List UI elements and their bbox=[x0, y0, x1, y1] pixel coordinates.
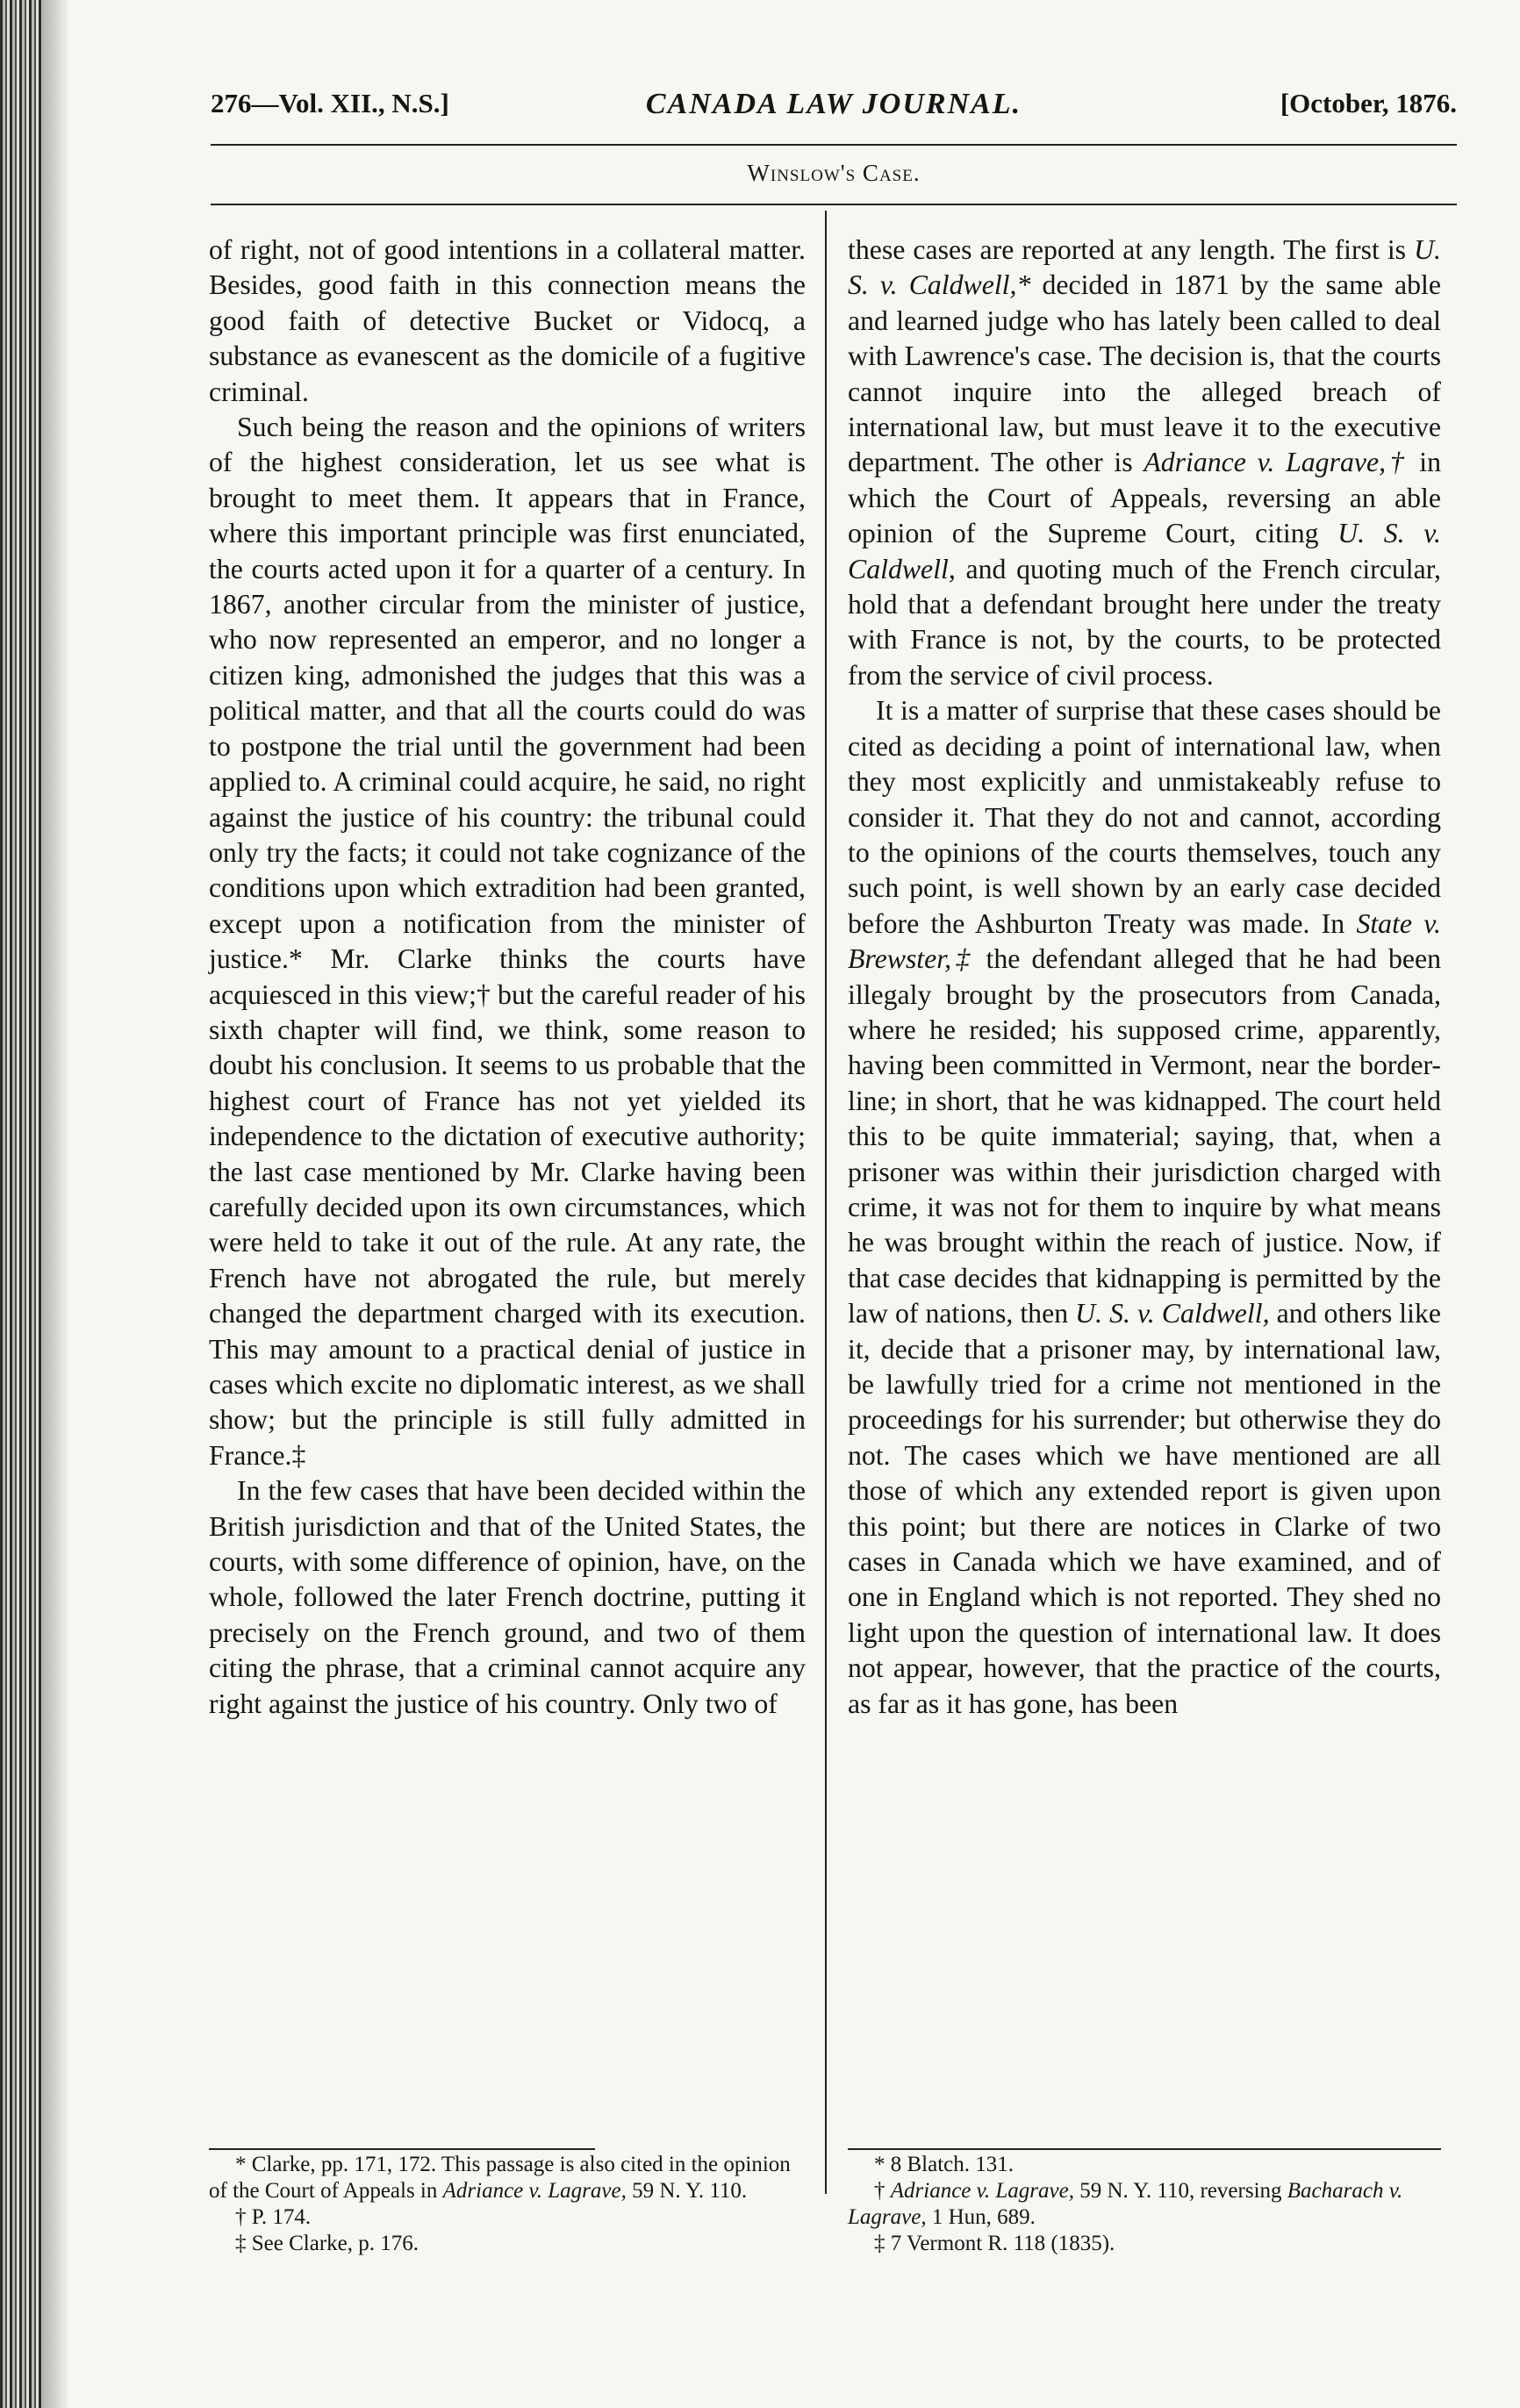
column-divider bbox=[825, 211, 827, 2194]
issue-date: [October, 1876. bbox=[1280, 88, 1457, 118]
paragraph: Such being the reason and the opinions of writers of the highest consideration, let us see what is brought to meet them. It appears that in France, where this important principle was first enunciated, the courts acted upon it for a quarter of a century. In 1867, another circular from the minister of justice, who now represented an emperor, and no longer a citizen king, admonished the judges that this was a political matter, and that all the courts could do was to postpone the trial until the government had been applied to. A criminal could acquire, he said, no right against the justice of his country: the tribunal could only try the facts; it could not take cognizance of the conditions upon which extradition had been granted, except upon a notification from the minister of justice.* Mr. Clarke thinks the courts have acquiesced in this view;† but the careful reader of his sixth chapter will find, we think, some reason to doubt his conclusion. It seems to us probable that the highest court of France has not yet yielded its independence to the dictation of executive authority; the last case mentioned by Mr. Clarke having been carefully decided upon its own circumstances, which were held to take it out of the rule. At any rate, the French have not abrogated the rule, but merely changed the department charged with its execution. This may amount to a practical denial of justice in cases which excite no diplomatic interest, as we shall show; but the principle is still fully admitted in France.‡ bbox=[209, 412, 806, 1471]
header-rule bbox=[211, 144, 1457, 146]
case-citation: U. S. v. Caldwell, bbox=[1075, 1298, 1270, 1329]
footnotes-right bbox=[848, 2152, 1441, 2257]
footnote-rule-right bbox=[848, 2148, 1441, 2150]
paragraph: these cases are reported at any length. The first is U. S. v. Caldwell,* decided in 1871 by the same able and learned judge who has lately been called to deal with Lawrence's case. The decision is, that the courts cannot inquire into the alleged breach of international law, but must leave it to the executive department. The other is Adriance v. Lagrave,† in which the Court of Appeals, reversing an able opinion of the Supreme Court, citing U. S. v. Caldwell, and quoting much of the French circular, hold that a defendant brought here under the treaty with France is not, by the courts, to be protected from the service of civil process. bbox=[848, 234, 1442, 691]
running-header bbox=[211, 88, 1457, 132]
left-column bbox=[209, 233, 806, 1722]
footnote: * 8 Blatch. 131. bbox=[874, 2153, 1015, 2176]
footnote: † Adriance v. Lagrave, 59 N. Y. 110, reversing Bacharach v. Lagrave, 1 Hun, 689. bbox=[848, 2179, 1403, 2229]
case-citation: Adriance v. Lagrave,† bbox=[1144, 447, 1409, 478]
footnote: ‡ See Clarke, p. 176. bbox=[235, 2232, 419, 2255]
footnote: † P. 174. bbox=[235, 2205, 312, 2229]
case-citation: State v. Brewster,‡ bbox=[848, 907, 1441, 975]
page-volume: 276—Vol. XII., N.S.] bbox=[211, 88, 449, 118]
binding-shadow bbox=[42, 0, 68, 2408]
paragraph: It is a matter of surprise that these cases should be cited as deciding a point of international law, when they most explicitly and unmistakeably refuse to consider it. That they do not and cannot, according to the opinions of the courts themselves, touch any such point, is well shown by an early case decided before the Ashburton Treaty was made. In State v. Brewster,‡ the defendant alleged that he had been illegaly brought by the prosecutors from Canada, where he resided; his supposed crime, apparently, having been committed in Vermont, near the border-line; in short, that he was kidnapped. The court held this to be quite immaterial; saying, that, when a prisoner was within their jurisdiction charged with crime, it was not for them to inquire by what means he was brought within the reach of justice. Now, if that case decides that kidnapping is permitted by the law of nations, then U. S. v. Caldwell, and others like it, decide that a prisoner may, by international law, be lawfully tried for a crime not mentioned in the proceedings for his surrender; but otherwise they do not. The cases which we have mentioned are all those of which any extended report is given upon this point; but there are notices in Clarke of two cases in Canada which we have examined, and of one in England which is not reported. They shed no light upon the question of international law. It does not appear, however, that the practice of the courts, as far as it has gone, has been bbox=[848, 695, 1441, 1719]
book-binding-edge bbox=[0, 0, 42, 2408]
right-column bbox=[848, 233, 1441, 1722]
footnotes-left bbox=[209, 2152, 806, 2257]
footnote: * Clarke, pp. 171, 172. This passage is also cited in the opinion of the Court of Appeals in Adriance v. Lagrave, 59 N. Y. 110. bbox=[209, 2153, 791, 2203]
footnote: ‡ 7 Vermont R. 118 (1835). bbox=[874, 2232, 1115, 2255]
case-citation: U. S. v. Caldwell,* bbox=[848, 234, 1441, 301]
paragraph: In the few cases that have been decided within the British jurisdiction and that of the United States, the courts, with some difference of opinion, have, on the whole, followed the later French doctrine, putting it precisely on the French ground, and two of them citing the phrase, that a criminal cannot acquire any right against the justice of his country. Only two of bbox=[209, 1475, 806, 1719]
subheading-rule bbox=[211, 204, 1457, 205]
article-title: Winslow's Case. bbox=[747, 160, 921, 186]
footnote-rule-left bbox=[209, 2148, 595, 2150]
paragraph: of right, not of good intentions in a collateral matter. Besides, good faith in this connection means the good faith of detective Bucket or Vidocq, a substance as evanescent as the domicile of a fugitive criminal. bbox=[209, 234, 806, 407]
case-citation: U. S. v. Caldwell, bbox=[848, 518, 1441, 584]
journal-title: CANADA LAW JOURNAL. bbox=[645, 88, 1022, 120]
